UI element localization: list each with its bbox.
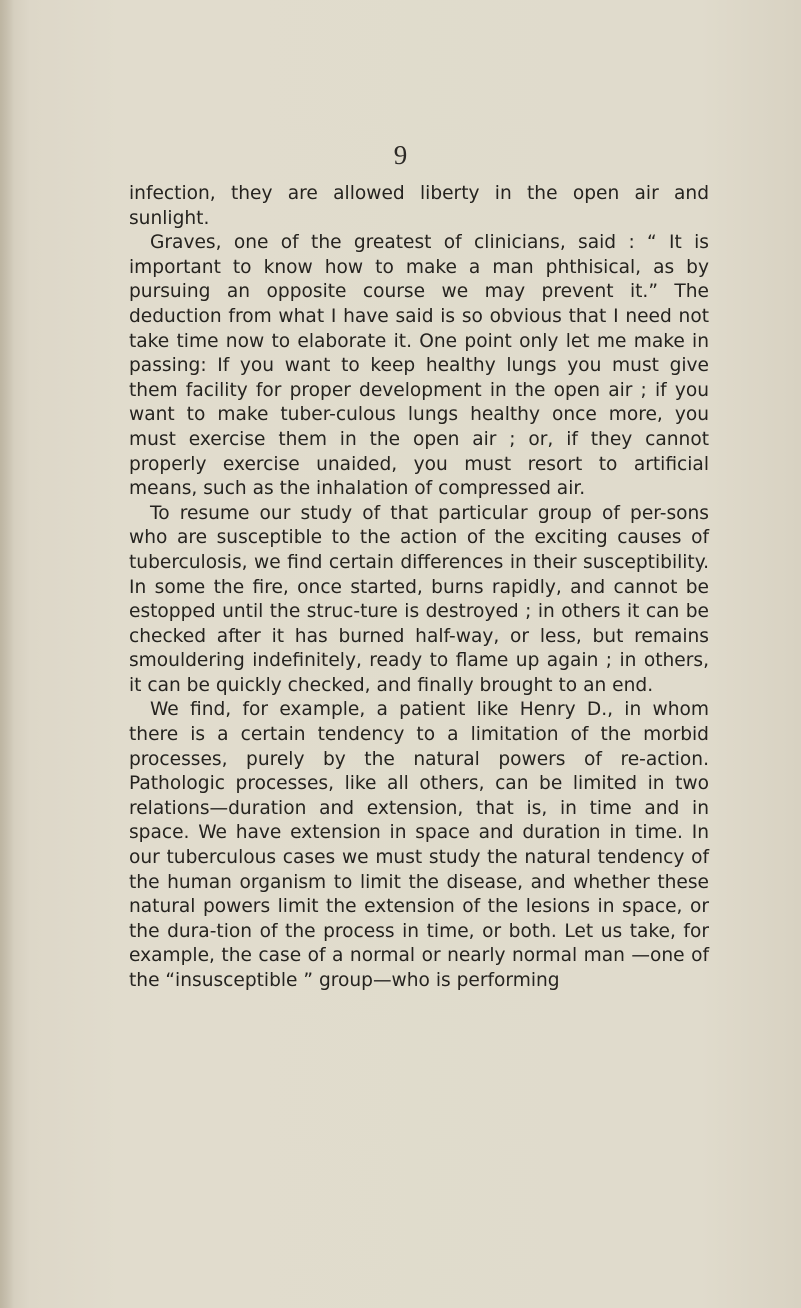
paragraph-2: Graves, one of the greatest of clinicians, said : “ It is important to know how to make a man phthisical, as by pursuing an opposite course we may prevent it.” The deduction from what I have said is so obvious that I need not take time now to elaborate it. One point only let me make in passing: If you want to keep healthy lungs you must give them facility for proper development in the open air ; if you want to make tuber-culous lungs healthy once more, you must exercise them in the open air ; or, if they cannot properly exercise unaided, you must resort to artificial means, such as the inhalation of compressed air.	[129, 232, 709, 500]
page-binding-shadow	[0, 0, 14, 1308]
page-number: 9	[393, 140, 408, 170]
paragraph-4: We find, for example, a patient like Henry D., in whom there is a certain tendency to a limitation of the morbid processes, purely by the natural powers of re-action. Pathologic processes, like all others, can be limited in two relations—duration and extension, that is, in time and in space. We have extension in space and duration in time. In our tuberculous cases we must study the natural tendency of the human organism to limit the disease, and whether these natural powers limit the extension of the lesions in space, or the dura-tion of the process in time, or both. Let us take, for example, the case of a normal or nearly normal man —one of the “insusceptible ” group—who is performing	[129, 699, 709, 991]
body-text	[129, 182, 709, 994]
paragraph-1: infection, they are allowed liberty in the open air and sunlight.	[129, 183, 709, 229]
paragraph-3: To resume our study of that particular group of per-sons who are susceptible to the action of the exciting causes of tuberculosis, we find certain differences in their susceptibility. In some the fire, once started, burns rapidly, and cannot be estopped until the struc-ture is destroyed ; in others it can be checked after it has burned half-way, or less, but remains smouldering indefinitely, ready to flame up again ; in others, it can be quickly checked, and finally brought to an end.	[129, 502, 709, 696]
